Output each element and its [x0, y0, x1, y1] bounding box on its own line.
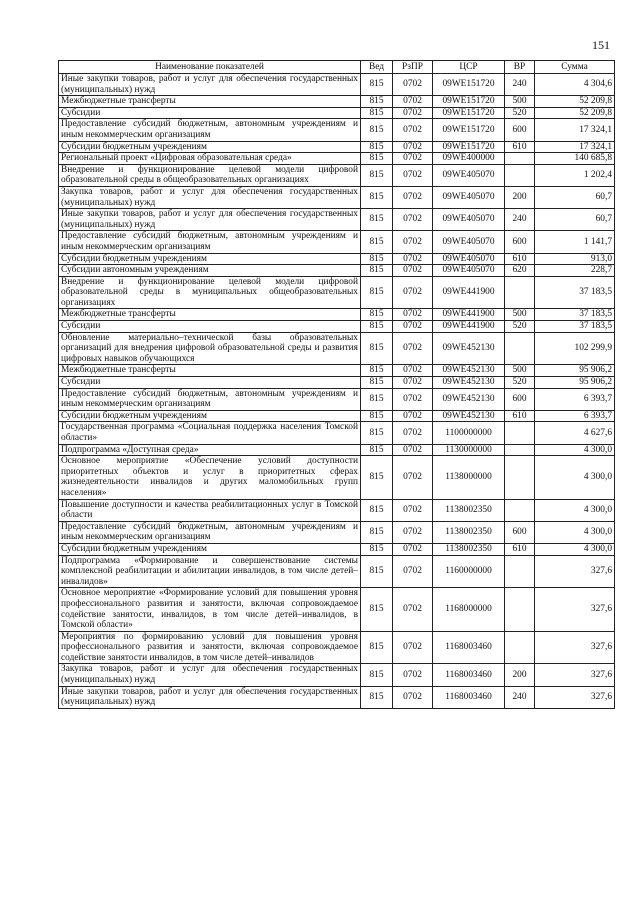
cell-ved: 815	[361, 543, 393, 555]
cell-csr: 1168000000	[433, 588, 505, 631]
cell-name: Субсидии бюджетным учреждениям	[59, 543, 361, 555]
cell-vr: 600	[505, 388, 535, 410]
cell-rzpr: 0702	[393, 209, 433, 231]
cell-csr: 09WE405070	[433, 209, 505, 231]
cell-vr: 620	[505, 265, 535, 277]
cell-rzpr: 0702	[393, 365, 433, 377]
header-ved: Вед	[361, 61, 393, 74]
cell-sum: 37 183,5	[535, 321, 615, 333]
cell-csr: 09WE400000	[433, 153, 505, 165]
cell-sum: 4 300,0	[535, 521, 615, 543]
cell-name: Межбюджетные трансферты	[59, 309, 361, 321]
cell-rzpr: 0702	[393, 543, 433, 555]
cell-sum: 4 304,6	[535, 74, 615, 96]
cell-sum: 913,0	[535, 253, 615, 265]
cell-name: Подпрограмма «Доступная среда»	[59, 444, 361, 456]
cell-name: Межбюджетные трансферты	[59, 96, 361, 108]
cell-rzpr: 0702	[393, 96, 433, 108]
cell-ved: 815	[361, 321, 393, 333]
cell-ved: 815	[361, 631, 393, 664]
cell-ved: 815	[361, 141, 393, 153]
table-header-row	[59, 61, 615, 74]
cell-rzpr: 0702	[393, 107, 433, 119]
cell-sum: 17 324,1	[535, 141, 615, 153]
table-row	[59, 686, 615, 708]
table-row	[59, 388, 615, 410]
cell-csr: 09WE452130	[433, 410, 505, 422]
cell-vr: 520	[505, 107, 535, 119]
cell-vr: 500	[505, 365, 535, 377]
cell-csr: 09WE151720	[433, 119, 505, 141]
cell-name: Подпрограмма «Формирование и совершенствование системы комплексной реабилитации и абилитации инвалидов, в том числе детей–инвалидов»	[59, 555, 361, 588]
cell-ved: 815	[361, 521, 393, 543]
cell-rzpr: 0702	[393, 253, 433, 265]
cell-csr: 1168003460	[433, 631, 505, 664]
table-row	[59, 543, 615, 555]
cell-sum: 1 141,7	[535, 231, 615, 253]
cell-name: Обновление материально–технической базы образовательных организаций для внедрения цифровой образовательной среды и развития цифровых навыков обучающихся	[59, 332, 361, 365]
cell-rzpr: 0702	[393, 231, 433, 253]
cell-vr	[505, 456, 535, 499]
cell-rzpr: 0702	[393, 377, 433, 389]
table-row	[59, 321, 615, 333]
cell-rzpr: 0702	[393, 388, 433, 410]
cell-ved: 815	[361, 74, 393, 96]
cell-name: Закупка товаров, работ и услуг для обеспечения государственных (муниципальных) нужд	[59, 664, 361, 686]
cell-vr: 600	[505, 231, 535, 253]
cell-name: Субсидии бюджетным учреждениям	[59, 410, 361, 422]
cell-name: Предоставление субсидий бюджетным, автономным учреждениям и иным некоммерческим организациям	[59, 119, 361, 141]
cell-sum: 4 300,0	[535, 456, 615, 499]
table-row	[59, 265, 615, 277]
table-row	[59, 631, 615, 664]
table-row	[59, 96, 615, 108]
cell-vr	[505, 153, 535, 165]
cell-vr: 500	[505, 96, 535, 108]
cell-csr: 09WE405070	[433, 253, 505, 265]
cell-name: Внедрение и функционирование целевой модели цифровой образовательной среды в муниципальных общеобразовательных организациях	[59, 276, 361, 309]
cell-ved: 815	[361, 456, 393, 499]
cell-rzpr: 0702	[393, 321, 433, 333]
cell-sum: 6 393,7	[535, 388, 615, 410]
cell-ved: 815	[361, 388, 393, 410]
cell-vr: 240	[505, 686, 535, 708]
cell-vr	[505, 499, 535, 521]
cell-ved: 815	[361, 107, 393, 119]
cell-csr: 1130000000	[433, 444, 505, 456]
cell-rzpr: 0702	[393, 74, 433, 96]
cell-vr: 600	[505, 119, 535, 141]
cell-sum: 52 209,8	[535, 107, 615, 119]
cell-rzpr: 0702	[393, 521, 433, 543]
cell-rzpr: 0702	[393, 456, 433, 499]
cell-name: Повышение доступности и качества реабилитационных услуг в Томской области	[59, 499, 361, 521]
cell-name: Иные закупки товаров, работ и услуг для обеспечения государственных (муниципальных) нужд	[59, 686, 361, 708]
cell-sum: 95 906,2	[535, 365, 615, 377]
cell-ved: 815	[361, 265, 393, 277]
cell-csr: 09WE151720	[433, 107, 505, 119]
cell-vr	[505, 422, 535, 444]
table-row	[59, 107, 615, 119]
cell-vr	[505, 276, 535, 309]
cell-sum: 4 627,6	[535, 422, 615, 444]
cell-ved: 815	[361, 231, 393, 253]
cell-sum: 102 299,9	[535, 332, 615, 365]
cell-name: Основное мероприятие «Формирование условий для повышения уровня профессионального развития и занятости, включая сопровождаемое содействие занятости, инвалидов, в том числе детей–инвалидов, в Томской области»	[59, 588, 361, 631]
cell-vr	[505, 164, 535, 186]
cell-sum: 17 324,1	[535, 119, 615, 141]
cell-sum: 37 183,5	[535, 276, 615, 309]
table-row	[59, 444, 615, 456]
cell-vr: 610	[505, 141, 535, 153]
cell-sum: 327,6	[535, 631, 615, 664]
cell-rzpr: 0702	[393, 631, 433, 664]
cell-sum: 327,6	[535, 686, 615, 708]
cell-name: Предоставление субсидий бюджетным, автономным учреждениям и иным некоммерческим организациям	[59, 388, 361, 410]
cell-csr: 09WE151720	[433, 74, 505, 96]
table-row	[59, 164, 615, 186]
cell-ved: 815	[361, 119, 393, 141]
table-row	[59, 555, 615, 588]
cell-vr: 200	[505, 664, 535, 686]
cell-ved: 815	[361, 664, 393, 686]
header-csr: ЦСР	[433, 61, 505, 74]
cell-csr: 1138000000	[433, 456, 505, 499]
table-row	[59, 456, 615, 499]
table-row	[59, 74, 615, 96]
cell-vr: 200	[505, 186, 535, 208]
cell-ved: 815	[361, 444, 393, 456]
cell-ved: 815	[361, 253, 393, 265]
table-row	[59, 153, 615, 165]
cell-csr: 1100000000	[433, 422, 505, 444]
cell-ved: 815	[361, 499, 393, 521]
cell-rzpr: 0702	[393, 664, 433, 686]
cell-vr: 520	[505, 321, 535, 333]
cell-ved: 815	[361, 555, 393, 588]
cell-name: Иные закупки товаров, работ и услуг для обеспечения государственных (муниципальных) нужд	[59, 74, 361, 96]
cell-sum: 4 300,0	[535, 444, 615, 456]
table-row	[59, 664, 615, 686]
cell-sum: 327,6	[535, 555, 615, 588]
cell-vr	[505, 588, 535, 631]
table-row	[59, 332, 615, 365]
cell-rzpr: 0702	[393, 186, 433, 208]
cell-sum: 60,7	[535, 186, 615, 208]
cell-csr: 09WE405070	[433, 265, 505, 277]
cell-vr: 610	[505, 543, 535, 555]
cell-rzpr: 0702	[393, 153, 433, 165]
cell-rzpr: 0702	[393, 555, 433, 588]
cell-name: Субсидии бюджетным учреждениям	[59, 253, 361, 265]
cell-csr: 1168003460	[433, 664, 505, 686]
cell-rzpr: 0702	[393, 276, 433, 309]
cell-csr: 1168003460	[433, 686, 505, 708]
cell-ved: 815	[361, 96, 393, 108]
cell-name: Субсидии	[59, 107, 361, 119]
cell-name: Предоставление субсидий бюджетным, автономным учреждениям и иным некоммерческим организациям	[59, 231, 361, 253]
cell-sum: 327,6	[535, 588, 615, 631]
cell-csr: 09WE452130	[433, 388, 505, 410]
cell-sum: 52 209,8	[535, 96, 615, 108]
cell-rzpr: 0702	[393, 265, 433, 277]
table-row	[59, 588, 615, 631]
cell-rzpr: 0702	[393, 309, 433, 321]
cell-name: Мероприятия по формированию условий для повышения уровня профессионального развития и занятости, включая сопровождаемое содействие занятости инвалидов, в том числе детей–инвалидов	[59, 631, 361, 664]
cell-sum: 1 202,4	[535, 164, 615, 186]
cell-name: Субсидии бюджетным учреждениям	[59, 141, 361, 153]
cell-ved: 815	[361, 588, 393, 631]
cell-name: Межбюджетные трансферты	[59, 365, 361, 377]
cell-csr: 09WE452130	[433, 365, 505, 377]
cell-vr	[505, 332, 535, 365]
cell-csr: 09WE441900	[433, 276, 505, 309]
cell-csr: 09WE441900	[433, 321, 505, 333]
cell-csr: 09WE452130	[433, 377, 505, 389]
cell-vr: 610	[505, 253, 535, 265]
table-row	[59, 422, 615, 444]
table-row	[59, 377, 615, 389]
cell-name: Региональный проект «Цифровая образовательная среда»	[59, 153, 361, 165]
cell-ved: 815	[361, 410, 393, 422]
header-sum: Сумма	[535, 61, 615, 74]
cell-ved: 815	[361, 276, 393, 309]
cell-sum: 140 685,8	[535, 153, 615, 165]
cell-sum: 95 906,2	[535, 377, 615, 389]
cell-sum: 4 300,0	[535, 543, 615, 555]
cell-rzpr: 0702	[393, 410, 433, 422]
cell-ved: 815	[361, 377, 393, 389]
cell-csr: 09WE405070	[433, 186, 505, 208]
cell-sum: 6 393,7	[535, 410, 615, 422]
cell-csr: 1138002350	[433, 543, 505, 555]
cell-name: Субсидии	[59, 321, 361, 333]
cell-vr	[505, 444, 535, 456]
cell-rzpr: 0702	[393, 164, 433, 186]
cell-ved: 815	[361, 153, 393, 165]
cell-csr: 09WE452130	[433, 332, 505, 365]
cell-csr: 09WE441900	[433, 309, 505, 321]
cell-rzpr: 0702	[393, 588, 433, 631]
cell-sum: 60,7	[535, 209, 615, 231]
table-row	[59, 521, 615, 543]
cell-vr: 520	[505, 377, 535, 389]
cell-csr: 1138002350	[433, 499, 505, 521]
table-row	[59, 141, 615, 153]
cell-vr: 610	[505, 410, 535, 422]
cell-name: Субсидии	[59, 377, 361, 389]
cell-vr	[505, 555, 535, 588]
cell-vr: 240	[505, 74, 535, 96]
cell-ved: 815	[361, 365, 393, 377]
cell-rzpr: 0702	[393, 119, 433, 141]
budget-table	[58, 60, 615, 709]
cell-ved: 815	[361, 332, 393, 365]
header-vr: ВР	[505, 61, 535, 74]
cell-name: Государственная программа «Социальная поддержка населения Томской области»	[59, 422, 361, 444]
cell-rzpr: 0702	[393, 141, 433, 153]
cell-name: Иные закупки товаров, работ и услуг для обеспечения государственных (муниципальных) нужд	[59, 209, 361, 231]
cell-rzpr: 0702	[393, 332, 433, 365]
cell-ved: 815	[361, 686, 393, 708]
cell-ved: 815	[361, 209, 393, 231]
page-number: 151	[592, 38, 610, 52]
cell-csr: 09WE151720	[433, 141, 505, 153]
cell-sum: 228,7	[535, 265, 615, 277]
cell-csr: 09WE151720	[433, 96, 505, 108]
header-rzpr: РзПР	[393, 61, 433, 74]
cell-ved: 815	[361, 422, 393, 444]
table-row	[59, 209, 615, 231]
cell-name: Субсидии автономным учреждениям	[59, 265, 361, 277]
header-name: Наименование показателей	[59, 61, 361, 74]
table-row	[59, 410, 615, 422]
cell-name: Основное мероприятие «Обеспечение условий доступности приоритетных объектов и услуг в приоритетных сферах жизнедеятельности инвалидов и других маломобильных групп населения»	[59, 456, 361, 499]
table-row	[59, 253, 615, 265]
cell-vr	[505, 631, 535, 664]
table-row	[59, 309, 615, 321]
cell-csr: 09WE405070	[433, 231, 505, 253]
cell-rzpr: 0702	[393, 499, 433, 521]
table-row	[59, 276, 615, 309]
cell-rzpr: 0702	[393, 444, 433, 456]
cell-ved: 815	[361, 186, 393, 208]
cell-vr: 500	[505, 309, 535, 321]
cell-name: Предоставление субсидий бюджетным, автономным учреждениям и иным некоммерческим организациям	[59, 521, 361, 543]
cell-sum: 37 183,5	[535, 309, 615, 321]
cell-rzpr: 0702	[393, 686, 433, 708]
table-row	[59, 119, 615, 141]
cell-vr: 240	[505, 209, 535, 231]
cell-ved: 815	[361, 164, 393, 186]
table-row	[59, 186, 615, 208]
table-row	[59, 365, 615, 377]
cell-name: Внедрение и функционирование целевой модели цифровой образовательной среды в общеобразовательных организациях	[59, 164, 361, 186]
cell-name: Закупка товаров, работ и услуг для обеспечения государственных (муниципальных) нужд	[59, 186, 361, 208]
table-row	[59, 231, 615, 253]
cell-ved: 815	[361, 309, 393, 321]
cell-vr: 600	[505, 521, 535, 543]
cell-sum: 4 300,0	[535, 499, 615, 521]
cell-csr: 09WE405070	[433, 164, 505, 186]
cell-csr: 1160000000	[433, 555, 505, 588]
cell-csr: 1138002350	[433, 521, 505, 543]
cell-rzpr: 0702	[393, 422, 433, 444]
cell-sum: 327,6	[535, 664, 615, 686]
table-row	[59, 499, 615, 521]
